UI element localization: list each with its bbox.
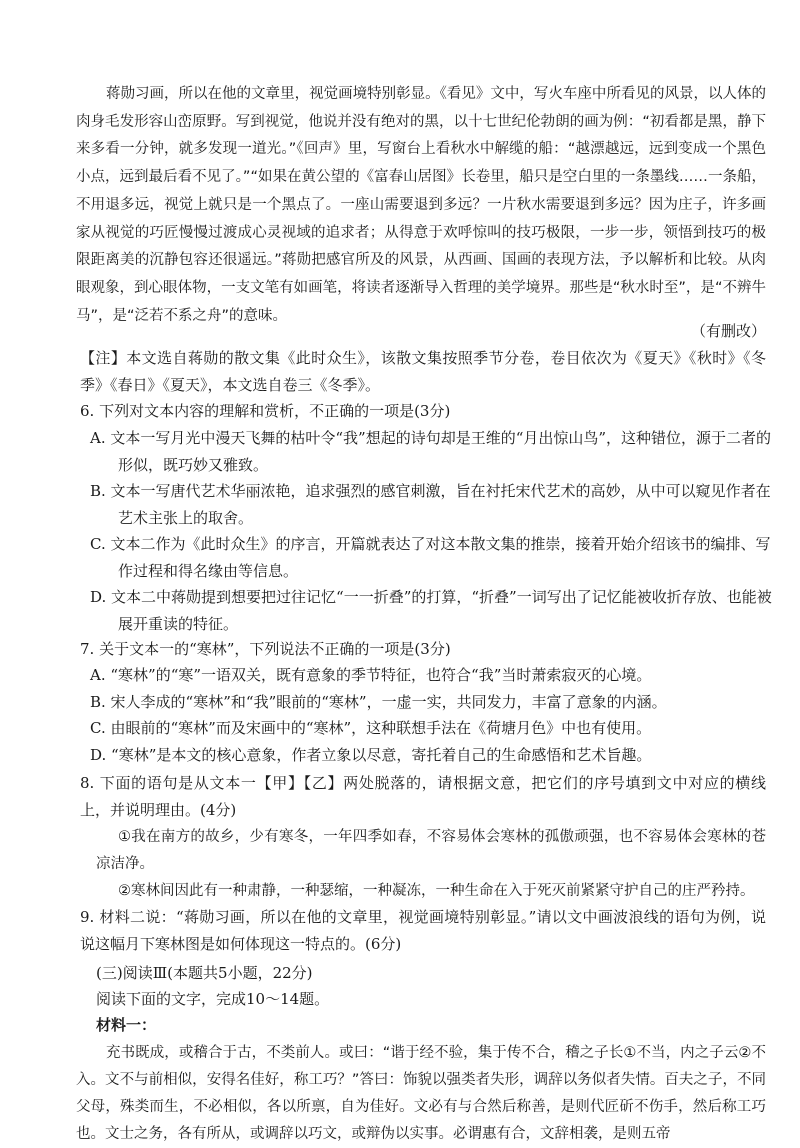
question-6-options bbox=[90, 425, 780, 637]
question-6-stem: 6. 下列对文本内容的理解和赏析，不正确的一项是(3分) bbox=[80, 402, 451, 420]
question-7-option-b: B. 宋人李成的“寒林”和“我”眼前的“寒林”，一虚一实，共同发力，丰富了意象的内涵。 bbox=[90, 692, 667, 711]
material-1-text: 充书既成，或稽合于古，不类前人。或曰：“谐于经不验，集于传不合，稽之子长①不当，内之子云②不入。文不与前相似，安得名佳好，称工巧？”答曰：饰貌以强类者失形，调辞以务似者失情。百夫之子，不同父母，殊类而生，不必相似，各以所禀，自为佳好。文必有与合然后称善，是则代匠斫不伤手，然后称工巧也。文士之务，各有所从，或调辞以巧文，或辩伪以实事。必谓惠有合，文辞相袭，是则五帝 bbox=[76, 1045, 766, 1142]
question-8-stem: 8. 下面的语句是从文本一【甲】【乙】两处脱落的，请根据文意，把它们的序号填到文中对应的横线上，并说明理由。(4分) bbox=[80, 774, 766, 819]
question-7-options bbox=[90, 662, 780, 768]
question-7-option-d: D. “寒林”是本文的核心意象，作者立象以尽意，寄托着自己的生命感悟和艺术旨趣。 bbox=[90, 745, 652, 764]
question-9-stem: 9. 材料二说：“蒋勋习画，所以在他的文章里，视觉画境特别彰显。”请以文中画波浪线的语句为例，说说这幅月下寒林图是如何体现这一特点的。(6分) bbox=[80, 908, 766, 953]
section-3-heading: (三)阅读Ⅲ(本题共5小题，22分) bbox=[96, 964, 313, 982]
question-7-option-a: A. “寒林”的“寒”一语双关，既有意象的季节特征，也符合“我”当时萧索寂灭的心境。 bbox=[90, 666, 652, 684]
section-3-instruction: 阅读下面的文字，完成10～14题。 bbox=[96, 990, 330, 1008]
question-6-option-b: B. 文本一写唐代艺术华丽浓艳，追求强烈的感官刺激，旨在衬托宋代艺术的高妙，从中可以窥见作者在艺术主张上的取舍。 bbox=[90, 482, 771, 527]
question-7-stem: 7. 关于文本一的“寒林”，下列说法不正确的一项是(3分) bbox=[80, 640, 451, 658]
material-1-label: 材料一： bbox=[96, 1016, 157, 1034]
question-6-option-a: A. 文本一写月光中漫天飞舞的枯叶令“我”想起的诗句却是王维的“月出惊山鸟”，这种错位，源于二者的形似，既巧妙又雅致。 bbox=[90, 429, 772, 474]
source-note: （有删改） bbox=[690, 322, 766, 340]
question-8-sentence-2: ②寒林间因此有一种肃静，一种瑟缩，一种凝冻，一种生命在入于死灭前紧紧守护自己的庄严矜持。 bbox=[118, 883, 755, 899]
annotation-note: 【注】本文选自蒋勋的散文集《此时众生》，该散文集按照季节分卷，卷目依次为《夏天》《秋时》《冬季》《春日》《夏天》，本文选自卷三《冬季》。 bbox=[80, 349, 766, 394]
question-6-option-c: C. 文本二作为《此时众生》的序言，开篇就表达了对这本散文集的推崇，接着开始介绍该书的编排、写作过程和得名缘由等信息。 bbox=[90, 535, 771, 580]
passage-paragraph: 蒋勋习画，所以在他的文章里，视觉画境特别彰显。《看见》文中，写火车座中所看见的风景，以人体的肉身毛发形容山峦原野。写到视觉，他说并没有绝对的黑，以十七世纪伦勃朗的画为例：“初看都是黑，静下来多看一分钟，就多发现一道光。”《回声》里，写窗台上看秋水中解缆的船：“越漂越远，远到变成一个黑色小点，远到最后看不见了。”“如果在黄公望的《富春山居图》长卷里，船只是空白里的一条墨线……一条船，不用退多远，视觉上就只是一个黑点了。一座山需要退到多远？一片秋水需要退到多远？因为庄子，许多画家从视觉的巧匠慢慢过渡成心灵视域的追求者；从得意于欢呼惊叫的技巧极限，一步一步，领悟到技巧的极限距离美的沉静包容还很遥远。”蒋勋把感官所及的风景，从西画、国画的表现方法，予以解析和比较。从肉眼观象，到心眼体物，一支文笔有如画笔，将读者逐渐导入哲理的美学境界。那些是“秋水时至”，是“不辨牛马”，是“泛若不系之舟”的意味。 bbox=[76, 86, 766, 324]
question-7-option-c: C. 由眼前的“寒林”而及宋画中的“寒林”，这种联想手法在《荷塘月色》中也有使用。 bbox=[90, 719, 652, 737]
question-8-sentence-1: ①我在南方的故乡，少有寒冬，一年四季如春，不容易体会寒林的孤傲顽强，也不容易体会寒林的苍凉洁净。 bbox=[96, 829, 766, 872]
question-6-option-d: D. 文本二中蒋勋提到想要把过往记忆“一一折叠”的打算，“折叠”一词写出了记忆能被收折存放、也能被展开重读的特征。 bbox=[90, 588, 772, 633]
